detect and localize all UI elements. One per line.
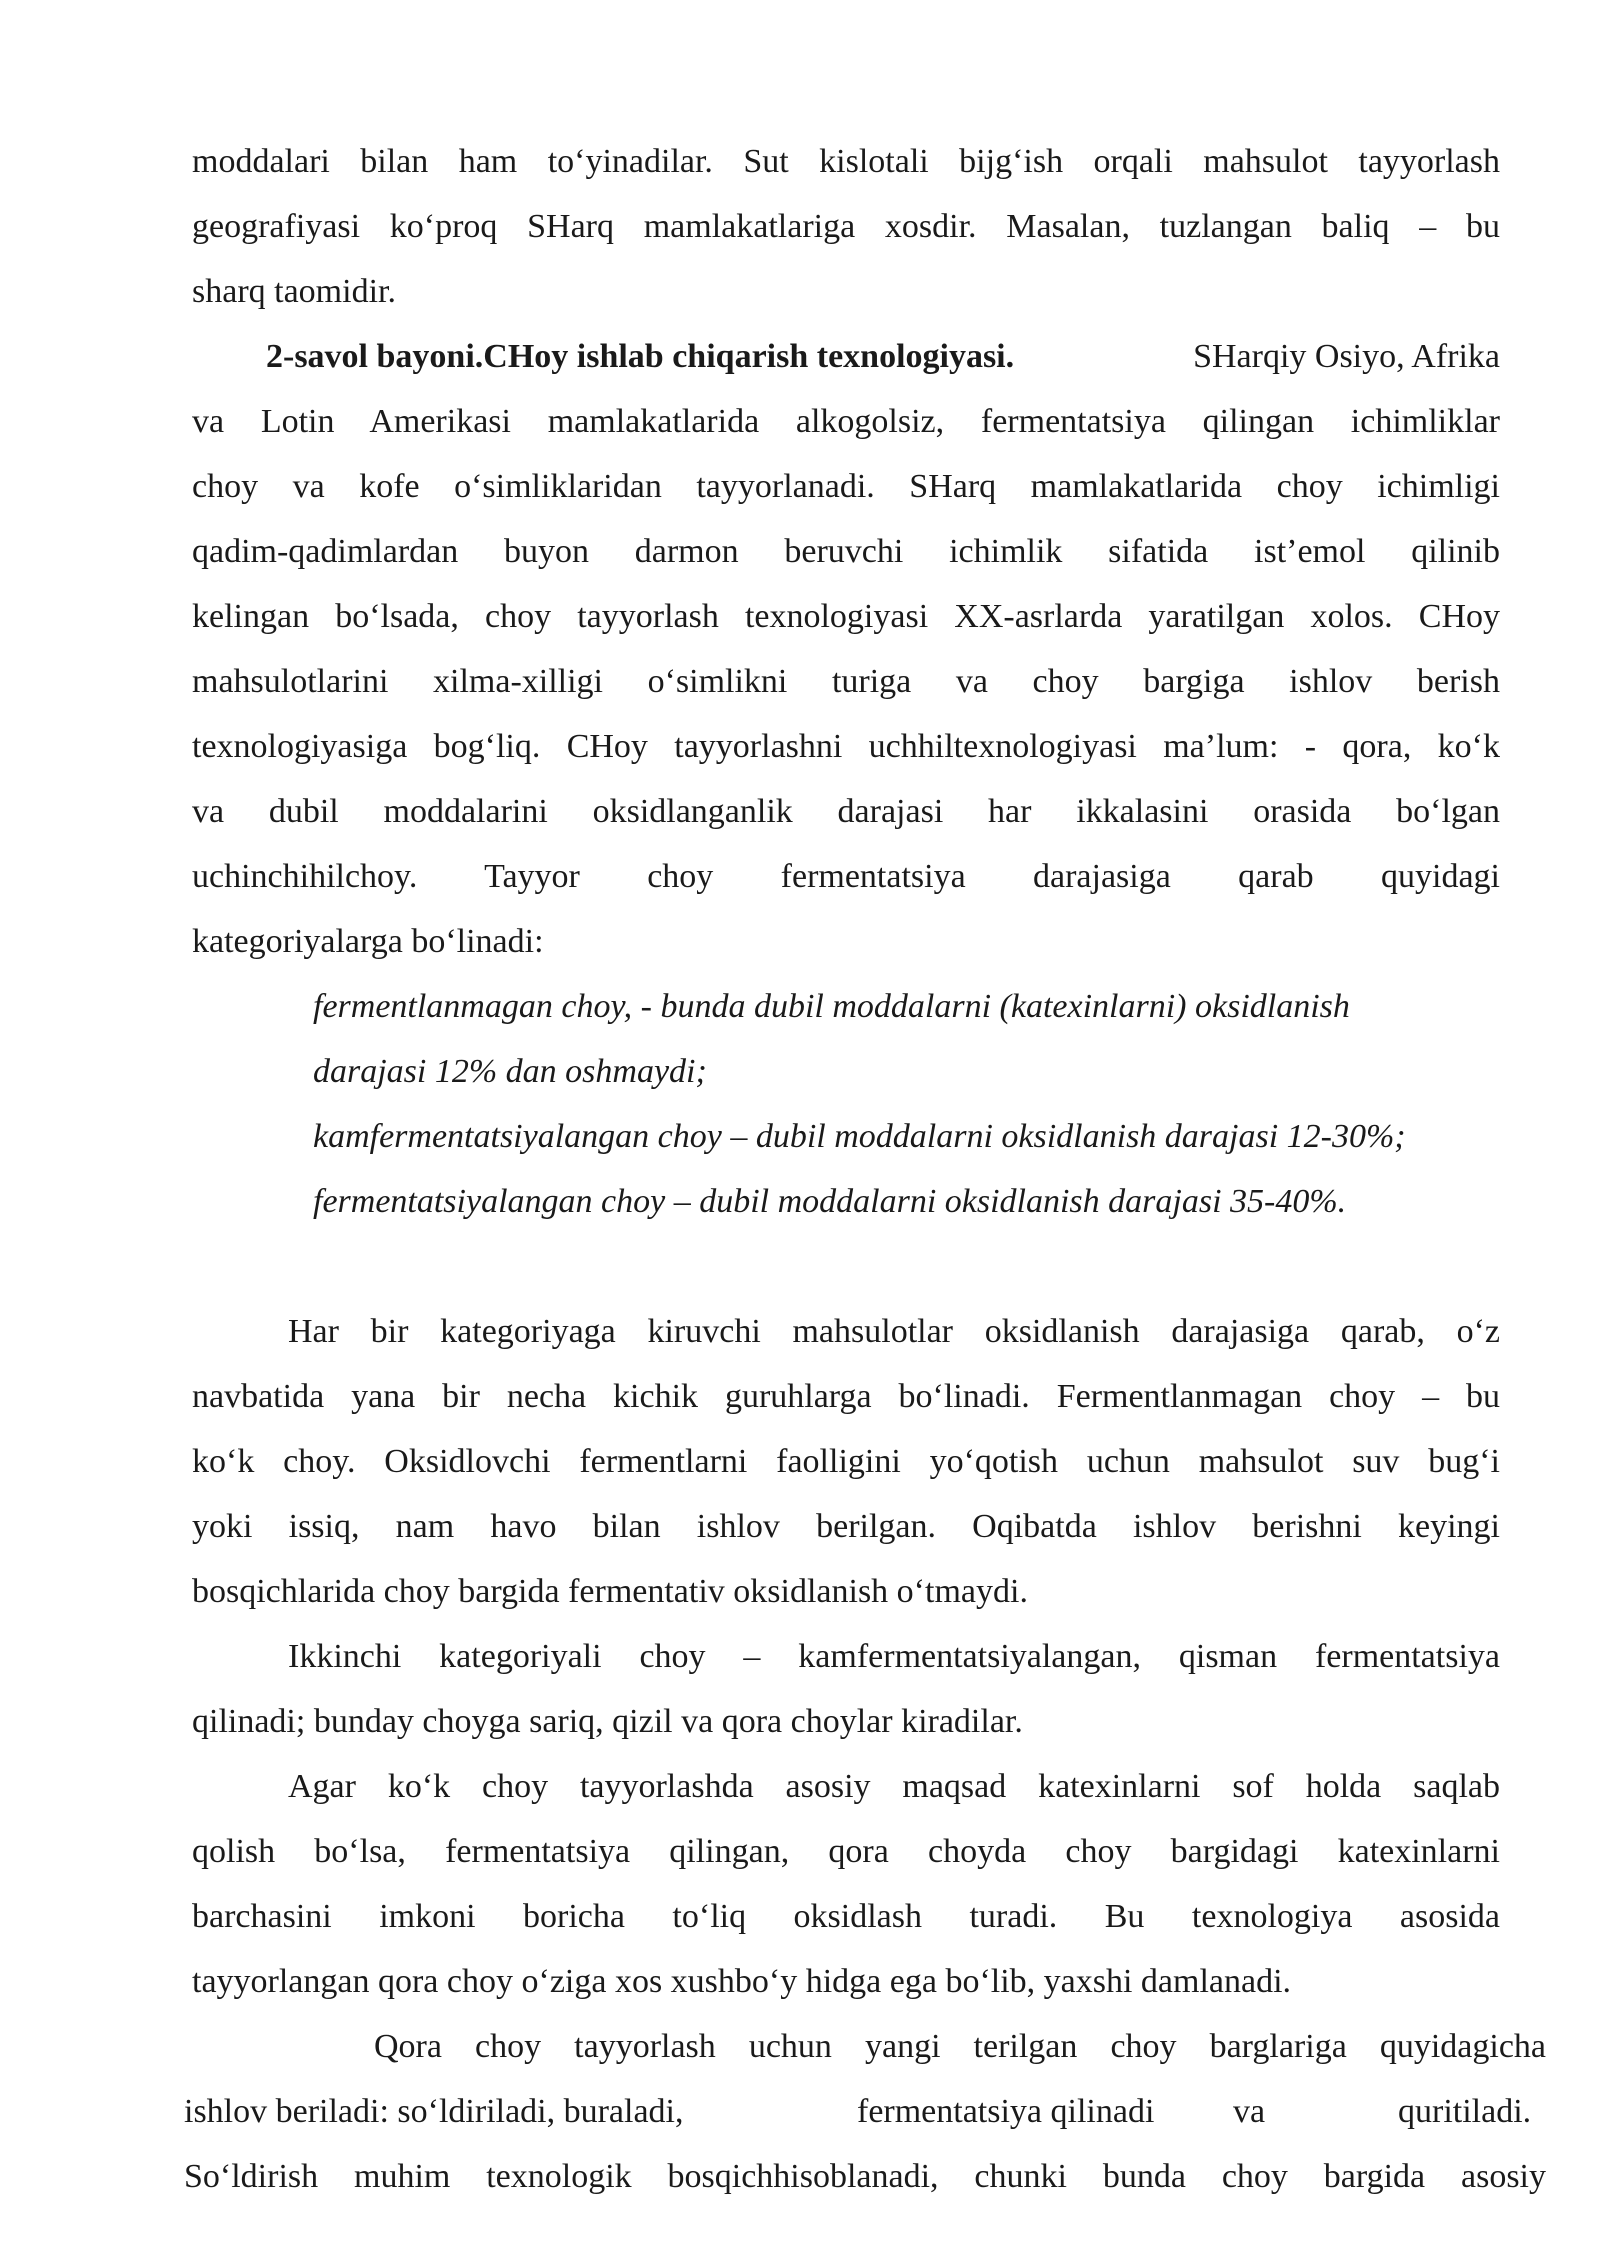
paragraph-line: Ikkinchi kategoriyali choy – kamfermentatsiyalangan, qisman fermentatsiya — [288, 1638, 1500, 1675]
paragraph-line: va Lotin Amerikasi mamlakatlarida alkogolsiz, fermentatsiya qilingan ichimliklar — [192, 403, 1500, 440]
category-item: fermentlanmagan choy, - bunda dubil moddalarni (katexinlarni) oksidlanish — [313, 988, 1350, 1025]
paragraph-line: geografiyasi ko‘proq SHarq mamlakatlariga xosdir. Masalan, tuzlangan baliq – bu — [192, 208, 1500, 245]
paragraph-line: navbatida yana bir necha kichik guruhlarga bo‘linadi. Fermentlanmagan choy – bu — [192, 1378, 1500, 1415]
category-item: fermentatsiyalangan choy – dubil moddalarni oksidlanish darajasi 35-40%. — [313, 1183, 1347, 1220]
paragraph-line: moddalari bilan ham to‘yinadilar. Sut kislotali bijg‘ish orqali mahsulot tayyorlash — [192, 143, 1500, 180]
paragraph-line: Har bir kategoriyaga kiruvchi mahsulotlar oksidlanish darajasiga qarab, o‘z — [288, 1313, 1500, 1350]
section-heading-continuation: SHarqiy Osiyo, Afrika — [1193, 338, 1500, 375]
paragraph-line: va dubil moddalarini oksidlanganlik darajasi har ikkalasini orasida bo‘lgan — [192, 793, 1500, 830]
paragraph-line: choy va kofe o‘simliklaridan tayyorlanadi. SHarq mamlakatlarida choy ichimligi — [192, 468, 1500, 505]
paragraph-line: sharq taomidir. — [192, 273, 396, 310]
paragraph-line: uchinchihilchoy. Tayyor choy fermentatsiya darajasiga qarab quyidagi — [192, 858, 1500, 895]
paragraph-line: texnologiyasiga bog‘liq. CHoy tayyorlashni uchhiltexnologiyasi ma’lum: - qora, ko‘k — [192, 728, 1500, 765]
paragraph-line: qilinadi; bunday choyga sariq, qizil va qora choylar kiradilar. — [192, 1703, 1023, 1740]
section-heading: 2-savol bayoni.CHoy ishlab chiqarish texnologiyasi. — [266, 338, 1015, 375]
paragraph-line: Agar ko‘k choy tayyorlashda asosiy maqsad katexinlarni sof holda saqlab — [288, 1768, 1500, 1805]
paragraph-line: bosqichlarida choy bargida fermentativ oksidlanish o‘tmaydi. — [192, 1573, 1028, 1610]
section-heading-line — [266, 337, 1500, 377]
paragraph-line: yoki issiq, nam havo bilan ishlov berilgan. Oqibatda ishlov berishni keyingi — [192, 1508, 1500, 1545]
paragraph-line: tayyorlangan qora choy o‘ziga xos xushbo‘y hidga ega bo‘lib, yaxshi damlanadi. — [192, 1963, 1292, 2000]
paragraph-word: quritiladi. — [1398, 2093, 1532, 2130]
category-item: kamfermentatsiyalangan choy – dubil moddalarni oksidlanish darajasi 12-30%; — [313, 1118, 1406, 1155]
paragraph-word: va — [1233, 2093, 1266, 2130]
paragraph-line: qolish bo‘lsa, fermentatsiya qilingan, qora choyda choy bargidagi katexinlarni — [192, 1833, 1500, 1870]
paragraph-line: Qora choy tayyorlash uchun yangi terilgan choy barglariga quyidagicha — [374, 2028, 1546, 2065]
paragraph-line: ishlov beriladi: so‘ldiriladi, buraladi, — [184, 2093, 684, 2130]
paragraph-line: ko‘k choy. Oksidlovchi fermentlarni faolligini yo‘qotish uchun mahsulot suv bug‘i — [192, 1443, 1500, 1480]
category-item: darajasi 12% dan oshmaydi; — [313, 1053, 707, 1090]
paragraph-line: mahsulotlarini xilma-xilligi o‘simlikni turiga va choy bargiga ishlov berish — [192, 663, 1500, 700]
paragraph-line: So‘ldirish muhim texnologik bosqichhisoblanadi, chunki bunda choy bargida asosiy — [184, 2158, 1546, 2195]
paragraph-word: fermentatsiya qilinadi — [857, 2093, 1155, 2130]
paragraph-line: barchasini imkoni boricha to‘liq oksidlash turadi. Bu texnologiya asosida — [192, 1898, 1500, 1935]
paragraph-line: kelingan bo‘lsada, choy tayyorlash texnologiyasi XX-asrlarda yaratilgan xolos. CHoy — [192, 598, 1500, 635]
paragraph-line: qadim-qadimlardan buyon darmon beruvchi ichimlik sifatida ist’emol qilinib — [192, 533, 1500, 570]
paragraph-line: kategoriyalarga bo‘linadi: — [192, 923, 544, 960]
